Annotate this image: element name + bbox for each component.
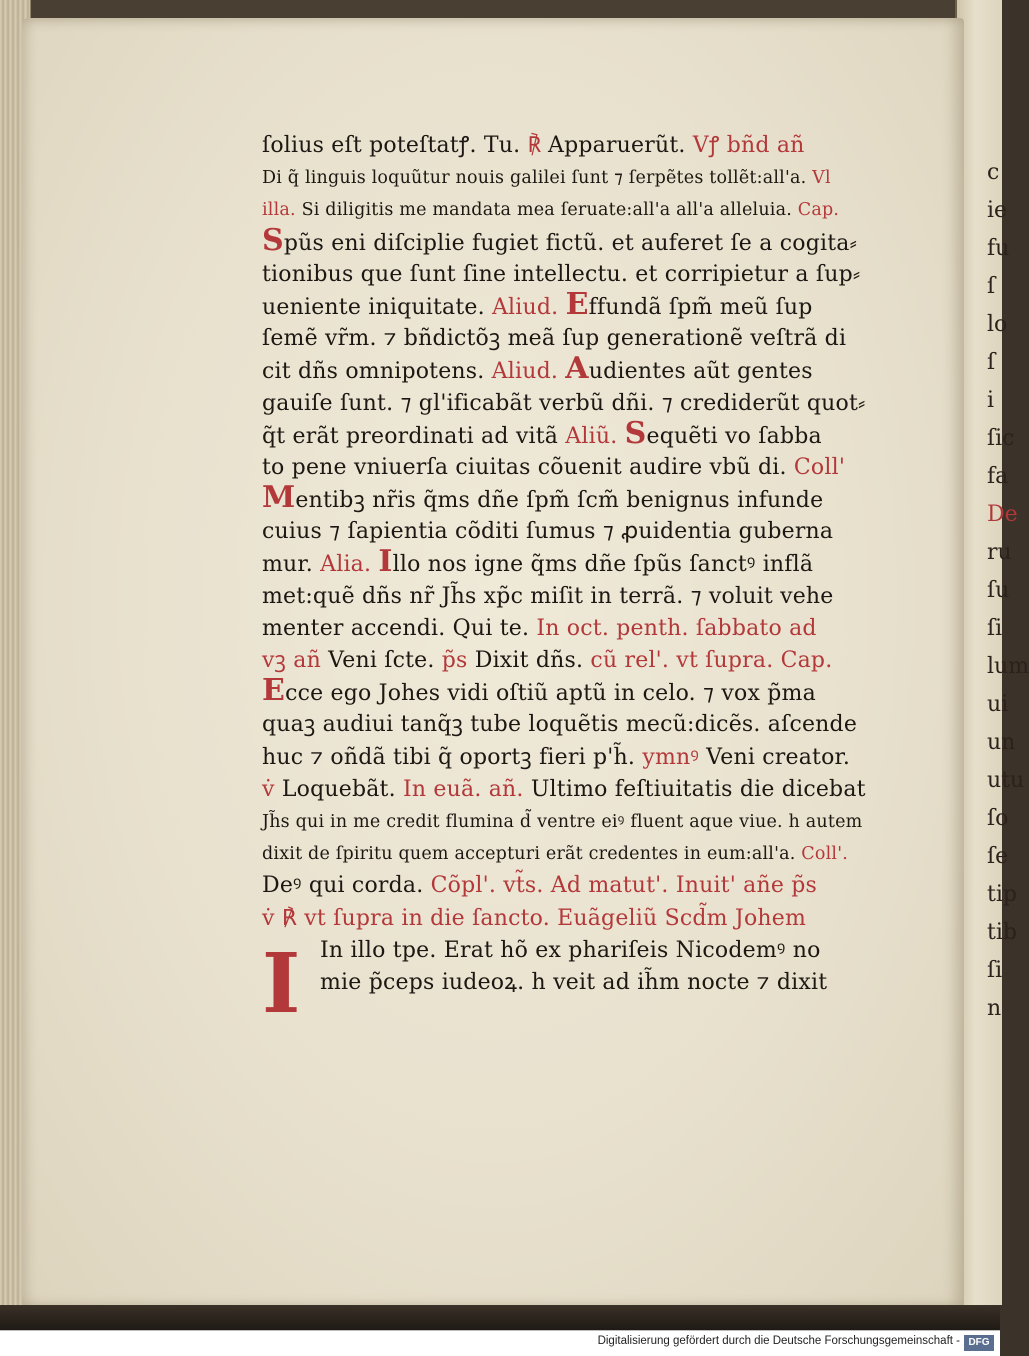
text-line (262, 806, 862, 838)
text-line (262, 544, 862, 580)
text-line (262, 742, 862, 774)
facing-page-fragment: ſi (987, 616, 1003, 641)
body-text: met:quẽ dñs nr̃ Jh̃s xp̃c miſit in terrã. ⁊ voluit vehe (262, 583, 834, 609)
rubric-initial: E (565, 286, 589, 322)
rubric-initial: E (262, 673, 286, 709)
body-text: Veni creator. (706, 744, 851, 770)
body-text: huc ⁊ oñdã tibi q̃ oportꝫ fieri p'h̃. (262, 744, 643, 770)
facing-page-fragment: ſe (987, 844, 1009, 869)
text-line (262, 194, 862, 226)
text-line (262, 323, 862, 355)
text-line (262, 967, 862, 999)
text-line (262, 452, 862, 484)
rubric-text: In euã. añ. (402, 776, 531, 802)
text-line (262, 351, 862, 387)
rubric-initial: S (262, 222, 284, 258)
text-line (262, 581, 862, 613)
body-text: ſolius eſt poteſtatꝭ. Tu. (262, 133, 528, 158)
rubric-initial: S (624, 415, 647, 451)
body-text: tionibus que ſunt ſine intellectu. et corripietur a ſup⸗ (262, 261, 861, 287)
facing-page-fragment: lo (987, 312, 1008, 337)
rubric-text: Cõpl'. vt̃s. Ad matut'. Inuit' añe p̃s (430, 873, 818, 899)
facing-page-fragment: lum (987, 654, 1029, 679)
rubric-text: v̇ (262, 776, 282, 802)
body-text: quaꝫ audiui tanq̃ꝫ tube loquẽtis mecũ:dicẽs. aſcende (262, 712, 858, 738)
facing-page-fragment: ſic (987, 426, 1015, 451)
facing-page-fragment: ſi (987, 958, 1003, 983)
text-line (262, 162, 862, 194)
rubric-text: cũ rel'. vt ſupra. Cap. (590, 648, 833, 673)
rubric-text: Aliud. (491, 294, 566, 320)
rubric-text: vꝫ añ (262, 648, 329, 673)
facing-page-fragment: utu (987, 768, 1025, 793)
facing-page-fragment: tip (987, 882, 1017, 907)
text-line (262, 388, 866, 420)
text-line (262, 613, 862, 645)
rubric-text: Coll' (793, 454, 846, 480)
text-line (262, 259, 862, 291)
body-text: cce ego Johes vidi oſtiũ aptũ in celo. ⁊ vox p̃ma (285, 681, 816, 707)
facing-page-fragment: un (987, 730, 1016, 755)
body-text: Loquebãt. (281, 776, 403, 802)
facing-page-fragment: ſo (987, 806, 1009, 831)
body-text: ſemẽ vr̃m. ⁊ bñdictõꝫ meã ſup generationẽ veſtrã di (262, 326, 847, 352)
facing-page-fragment: fa (987, 464, 1009, 489)
facing-page-fragment: ſu (987, 578, 1010, 603)
text-line (262, 480, 862, 516)
facing-page-fragment: ſ (987, 350, 996, 375)
text-line (262, 903, 862, 935)
rubric-text: Vꝭ bñd añ (692, 133, 805, 158)
body-text: Apparuerũt. (548, 133, 693, 158)
bottom-shadow (0, 1305, 1000, 1330)
body-text: mie p̃ceps iudeoꝝ. h veit ad ih̃m nocte ⁊ dixit (320, 969, 828, 995)
facing-page-fragment: ui (987, 692, 1009, 717)
body-text: Deꝰ qui corda. (262, 873, 431, 899)
facing-page-fragment: c (987, 160, 1000, 185)
text-line (262, 516, 862, 548)
body-text: Jh̃s qui in me credit flumina d̃ ventre eiꝰ fluent aque viue. h autem (262, 811, 863, 832)
facing-page-fragment: ſ (987, 274, 996, 299)
rubric-text: p̃s (441, 648, 475, 673)
rubric-text: ℟ (527, 133, 548, 158)
body-text: Dixit dñs. (474, 648, 591, 673)
dfg-logo: DFG (964, 1335, 994, 1351)
body-text: dixit de ſpiritu quem accepturi erãt credentes in eum:all'a. (262, 844, 802, 865)
facing-page-fragment: ru (987, 540, 1012, 565)
footer-bar (0, 1330, 1000, 1356)
rubric-text: Coll'. (801, 844, 848, 865)
rubric-text: ymnꝰ (642, 744, 707, 770)
body-text: ueniente iniquitate. (262, 294, 492, 320)
text-line (262, 130, 862, 162)
text-block (262, 130, 866, 1032)
body-text: Veni ſcte. (328, 648, 442, 673)
facing-page-fragment: ie (987, 198, 1008, 223)
body-text: llo nos igne q̃ms dñe ſpũs ſanctꝰ inflã (392, 552, 814, 578)
body-text: to pene vniuerſa ciuitas cõuenit audire vbũ di. (262, 454, 794, 480)
book-page (22, 18, 964, 1308)
text-line (262, 935, 862, 967)
facing-page-fragment: n (987, 996, 1002, 1021)
text-line (262, 870, 862, 902)
rubric-initial: A (565, 351, 589, 387)
text-line (262, 774, 866, 806)
rubric-text: Vl (812, 168, 831, 189)
rubric-text: illa. (262, 200, 302, 221)
body-text: In illo tpe. Erat hõ ex phariſeis Nicodemꝰ no (320, 937, 821, 963)
rubric-text: v̇ ℟ vt ſupra in die ſancto. Euãgeliũ Scd̃m Johem (262, 905, 807, 931)
body-text: Si diligitis me mandata mea ſeruate:all'a all'a alleluia. (301, 200, 798, 221)
text-line (262, 415, 862, 452)
facing-page-fragment: De (987, 502, 1018, 527)
text-line (262, 709, 862, 741)
rubric-text: Aliũ. (565, 423, 625, 449)
body-text: Di q̃ linguis loquũtur nouis galilei ſunt ⁊ ſerpẽtes tollẽt:all'a. (262, 168, 813, 189)
rubric-initial: M (262, 480, 296, 516)
body-text: equẽti vo ſabba (646, 423, 822, 449)
text-line (262, 286, 862, 323)
body-text: menter accendi. Qui te. (262, 615, 537, 641)
body-text: pũs eni diſciplie fugiet fictũ. et auferet ſe a cogita⸗ (283, 230, 858, 256)
text-line (262, 645, 862, 677)
text-line (262, 673, 862, 709)
body-text: udientes aũt gentes (588, 359, 813, 385)
body-text: q̃t erãt preordinati ad vitã (262, 423, 566, 449)
rubric-text: Cap. (797, 200, 840, 221)
text-line (262, 222, 862, 259)
funding-notice: Digitalisierung gefördert durch die Deutsche Forschungsgemeinschaft - (597, 1335, 960, 1347)
body-text: mur. (262, 552, 321, 578)
body-text: cuius ⁊ ſapientia cõditi ſumus ⁊ ꝓuidentia guberna (262, 519, 834, 545)
rubric-text: In oct. penth. ſabbato ad (536, 615, 817, 641)
facing-page-fragment: tib (987, 920, 1017, 945)
rubric-text: Aliud. (491, 359, 566, 385)
body-text: entibꝫ nr̃is q̃ms dñe ſpm̃ ſcm̃ benignus infunde (295, 488, 824, 514)
facing-page-fragment: fu (987, 236, 1010, 261)
decorated-initial: I (262, 936, 301, 1032)
rubric-initial: I (378, 544, 393, 580)
body-text: gauiſe ſunt. ⁊ gl'ificabãt verbũ dñi. ⁊ crediderũt quot⸗ (262, 390, 866, 416)
body-text: cit dñs omnipotens. (262, 359, 492, 385)
body-text: Ultimo feſtiuitatis die dicebat (530, 776, 866, 802)
rubric-text: Alia. (320, 552, 379, 578)
facing-page-fragment: i (987, 388, 995, 413)
body-text: ffundã ſpm̃ meũ ſup (588, 294, 813, 320)
text-line (262, 838, 862, 870)
